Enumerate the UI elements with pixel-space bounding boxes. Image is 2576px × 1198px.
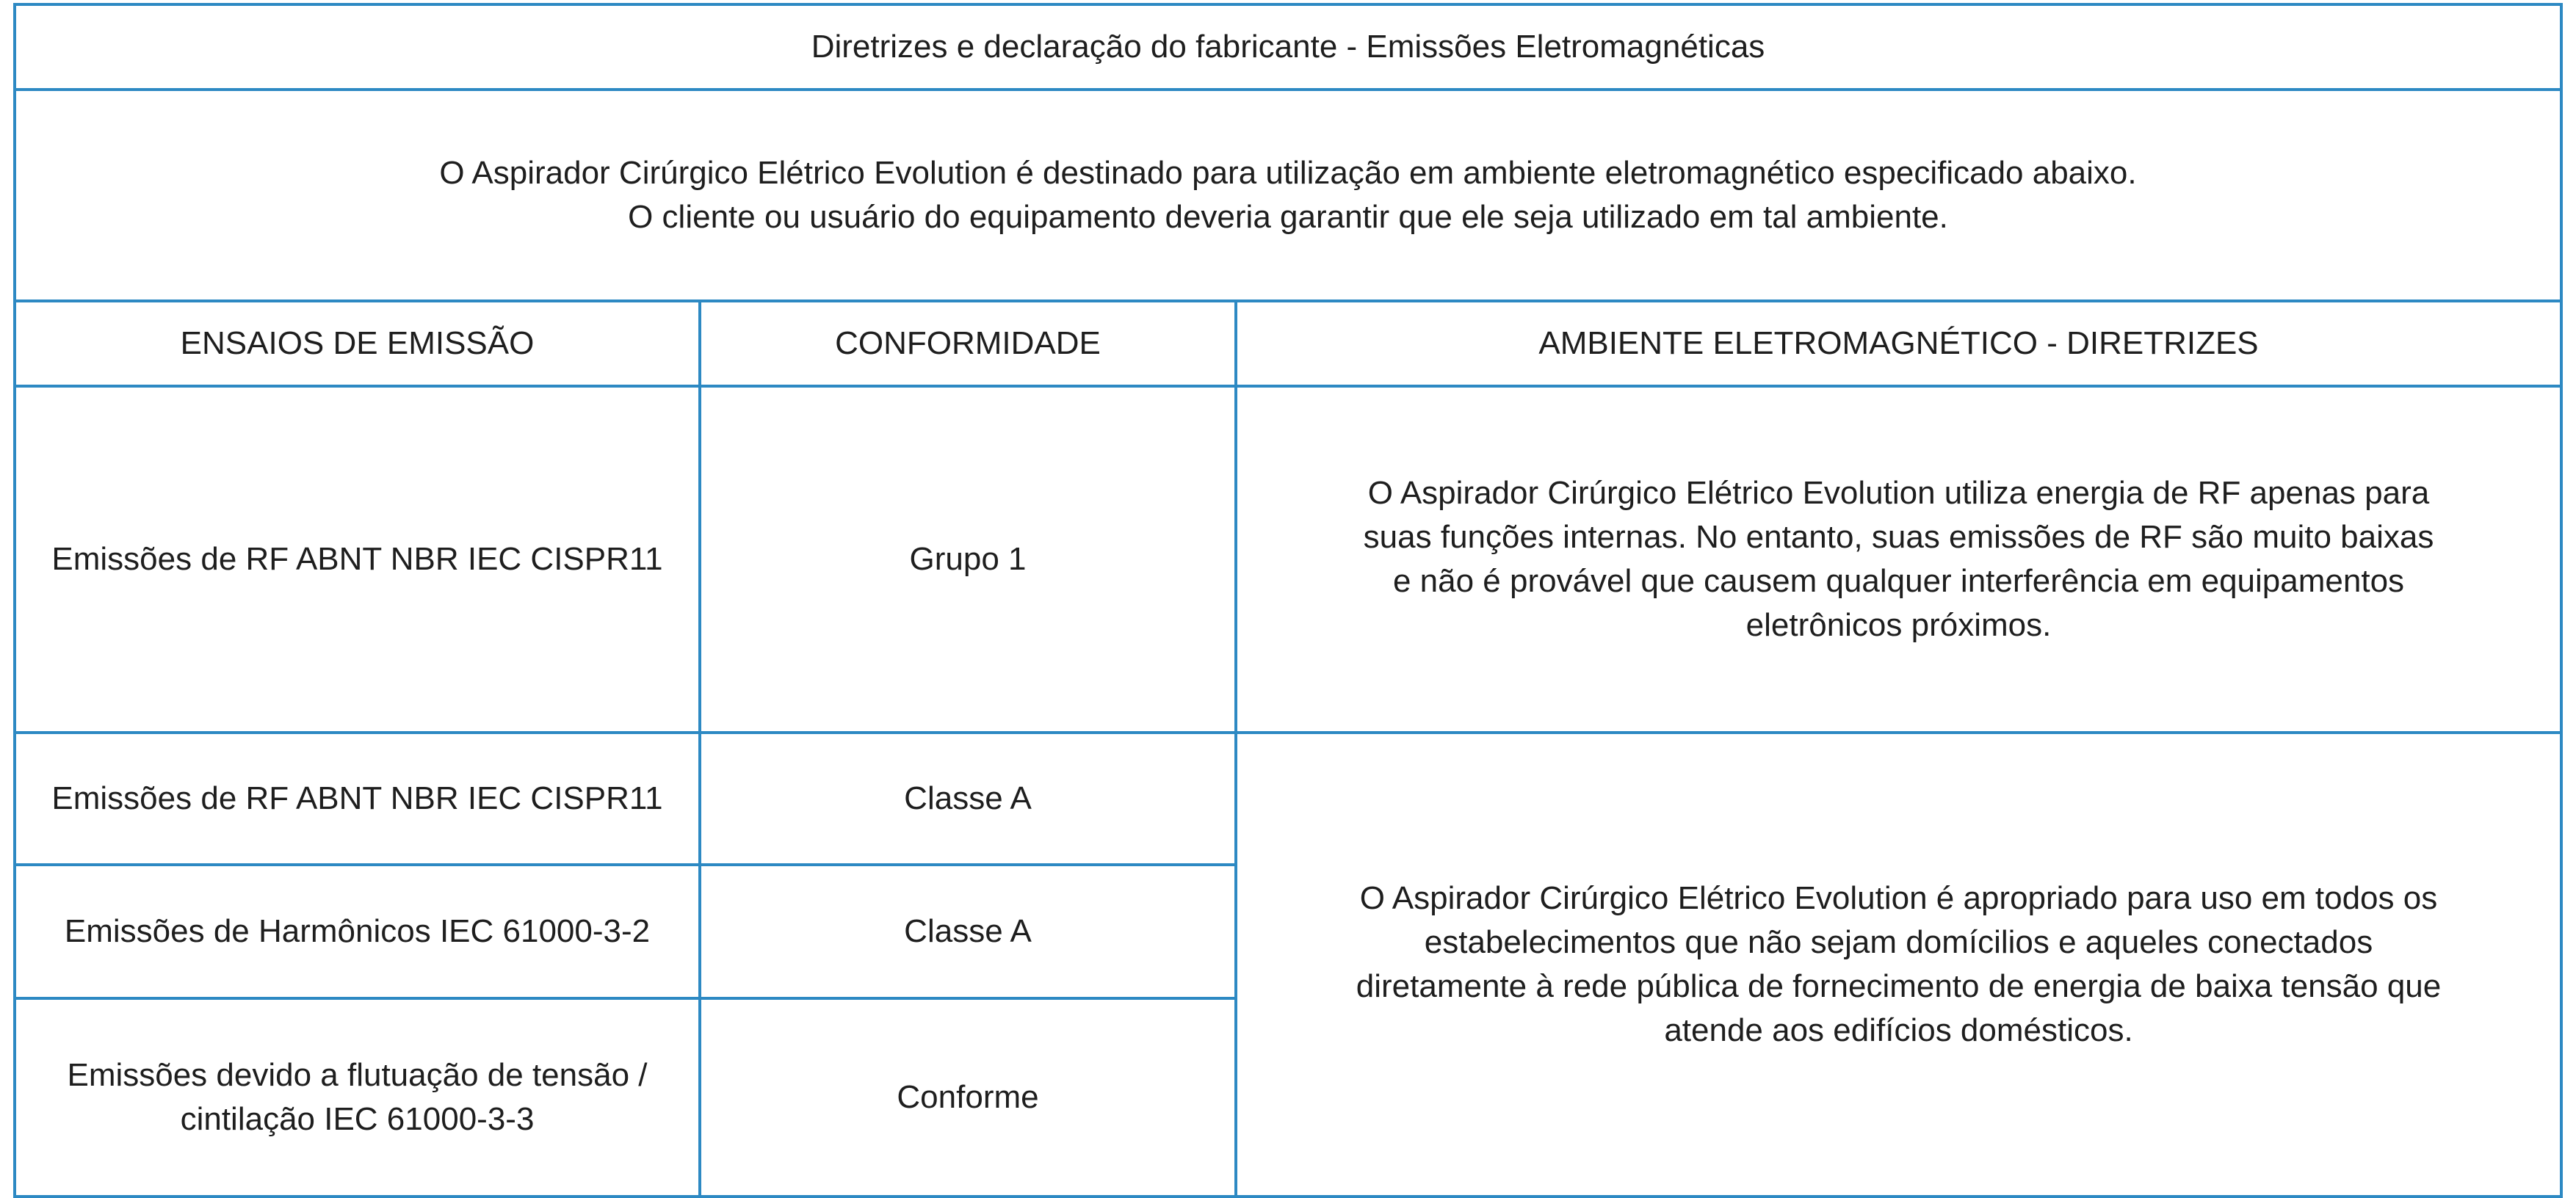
header-conformity: CONFORMIDADE (700, 301, 1236, 386)
intro-line-2: O cliente ou usuário do equipamento deveria garantir que ele seja utilizado em tal ambiente. (628, 199, 1948, 235)
guidance-text: O Aspirador Cirúrgico Elétrico Evolution é apropriado para uso em todos os estabelecimentos que não sejam domícilios e aqueles conectados diretamente à rede pública de fornecimento de energia de baixa tensão que atende aos edifícios domésticos. (1356, 880, 2442, 1048)
conformity-cell: Classe A (700, 733, 1236, 865)
guidance-text: O Aspirador Cirúrgico Elétrico Evolution utiliza energia de RF apenas para suas funções internas. No entanto, suas emissões de RF são muito baixas e não é provável que causem qualquer interferência em equipamentos eletrônicos próximos. (1363, 475, 2434, 643)
guidance-cell (1236, 386, 2561, 733)
emission-test-cell: Emissões de RF ABNT NBR IEC CISPR11 (15, 733, 700, 865)
conformity-cell: Grupo 1 (700, 386, 1236, 733)
conformity-cell: Conforme (700, 998, 1236, 1197)
emission-test-cell: Emissões de RF ABNT NBR IEC CISPR11 (15, 386, 700, 733)
emission-test-cell: Emissões de Harmônicos IEC 61000-3-2 (15, 865, 700, 998)
header-row (15, 301, 2561, 386)
table-row (15, 733, 2561, 865)
emission-test-cell (15, 998, 700, 1197)
table-title: Diretrizes e declaração do fabricante - Emissões Eletromagnéticas (15, 4, 2561, 90)
intro-text (15, 90, 2561, 301)
intro-row (15, 90, 2561, 301)
emc-emissions-table (13, 3, 2563, 1198)
guidance-cell (1236, 733, 2561, 1197)
intro-line-1: O Aspirador Cirúrgico Elétrico Evolution é destinado para utilização em ambiente eletromagnético especificado abaixo. (439, 155, 2137, 191)
conformity-cell: Classe A (700, 865, 1236, 998)
emission-test-line-2: cintilação IEC 61000-3-3 (180, 1101, 535, 1137)
emc-emissions-table-container (13, 3, 2560, 1185)
emission-test-line-1: Emissões devido a flutuação de tensão / (67, 1057, 648, 1093)
title-row (15, 4, 2561, 90)
table-row (15, 386, 2561, 733)
header-emission-tests: ENSAIOS DE EMISSÃO (15, 301, 700, 386)
header-environment-guidance: AMBIENTE ELETROMAGNÉTICO - DIRETRIZES (1236, 301, 2561, 386)
